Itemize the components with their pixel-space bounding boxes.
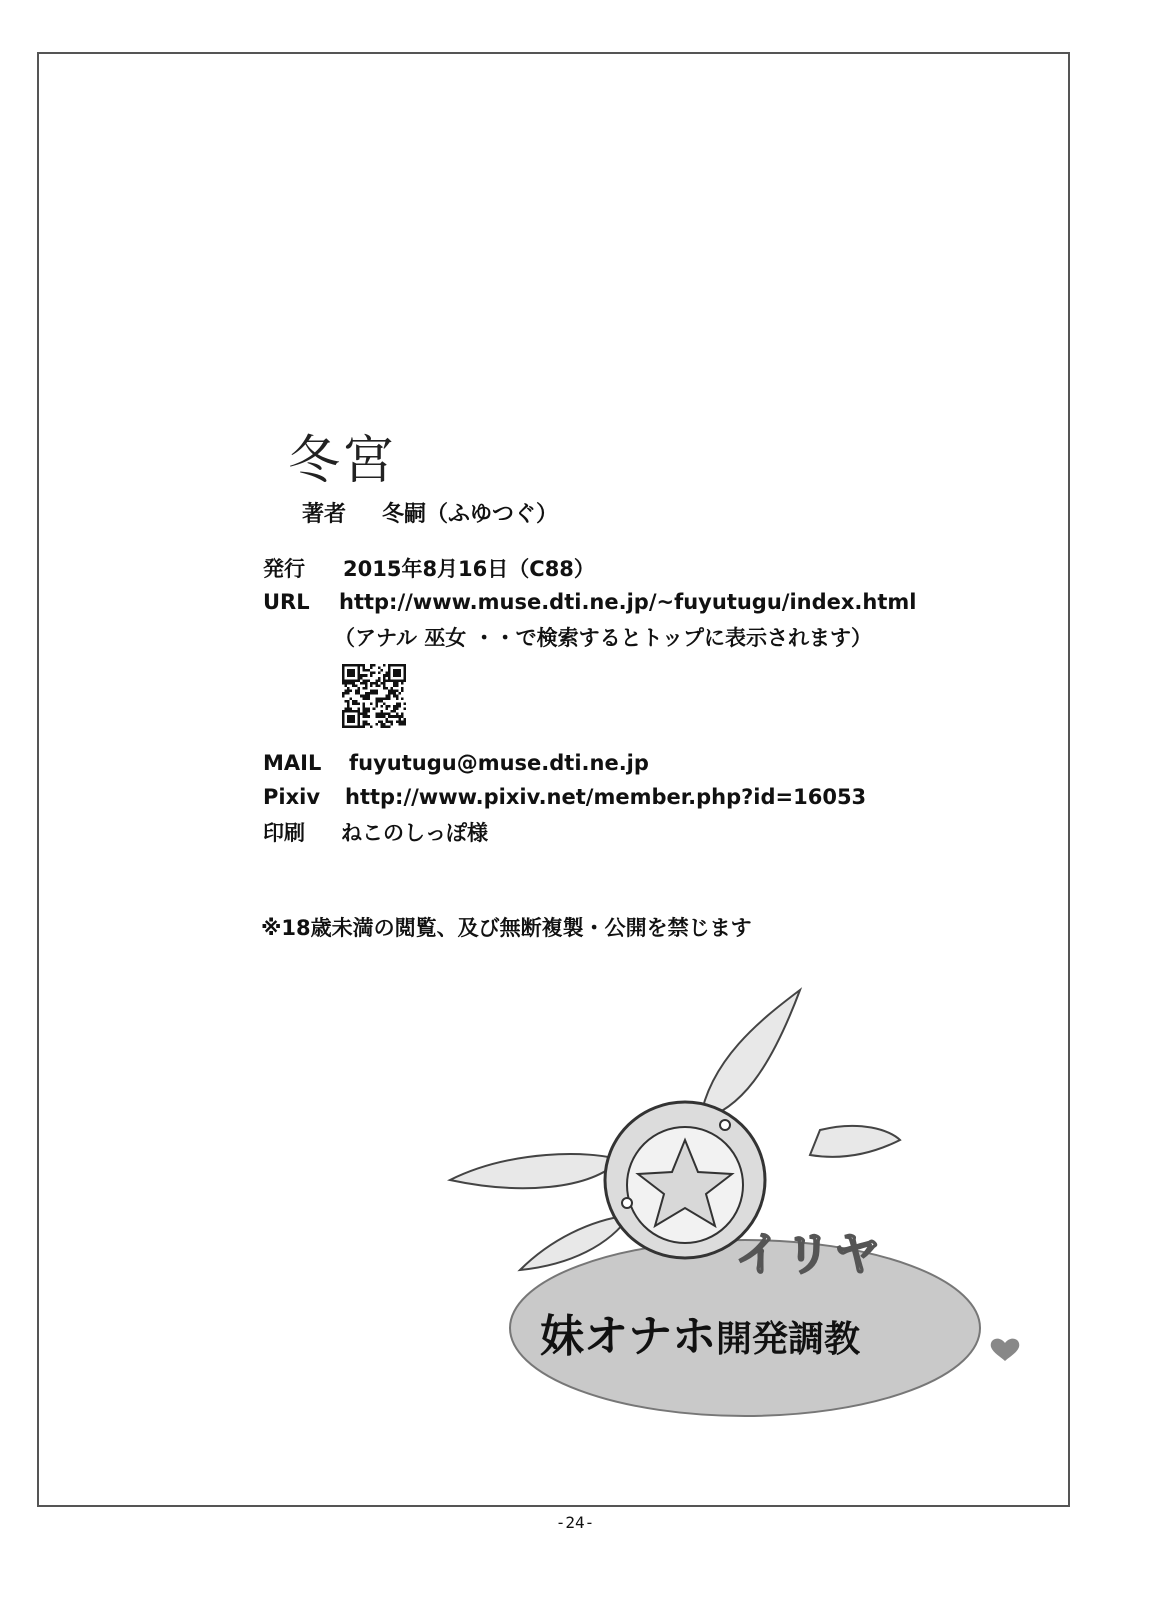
author-line xyxy=(302,497,558,528)
url-line xyxy=(263,590,916,614)
mail-label: MAIL xyxy=(263,751,322,775)
pixiv-label: Pixiv xyxy=(263,785,321,809)
url-note: （アナル 巫女 ・・で検索するとトップに表示されます） xyxy=(334,626,872,650)
printer-value: ねこのしっぽ様 xyxy=(341,821,488,845)
published-value: 2015年8月16日（C88） xyxy=(343,557,595,581)
author-label: 著者 xyxy=(302,502,347,527)
published-line xyxy=(263,553,595,583)
logo-line1: イリヤ xyxy=(735,1227,885,1281)
circle-name: 冬宮 xyxy=(288,431,397,491)
printer-label: 印刷 xyxy=(263,821,305,845)
printer-line xyxy=(263,817,488,847)
url-value[interactable]: http://www.muse.dti.ne.jp/~fuyutugu/index.html xyxy=(339,590,917,614)
pixiv-line xyxy=(263,785,866,809)
mail-value[interactable]: fuyutugu@muse.dti.ne.jp xyxy=(349,751,649,775)
page-number: -24- xyxy=(555,1513,595,1532)
qr-code xyxy=(342,664,406,728)
pixiv-value[interactable]: http://www.pixiv.net/member.php?id=16053 xyxy=(345,785,867,809)
logo-line2-small: 開発調教 xyxy=(716,1319,861,1360)
mail-line xyxy=(263,751,649,775)
author-value: 冬嗣（ふゆつぐ） xyxy=(382,502,559,527)
url-label: URL xyxy=(263,590,310,614)
logo-line2 xyxy=(540,1300,860,1364)
logo-line2-big: 妹オナホ xyxy=(540,1311,716,1362)
age-warning: ※18歳未満の閲覧、及び無断複製・公開を禁じます xyxy=(261,916,752,940)
published-label: 発行 xyxy=(263,557,305,581)
